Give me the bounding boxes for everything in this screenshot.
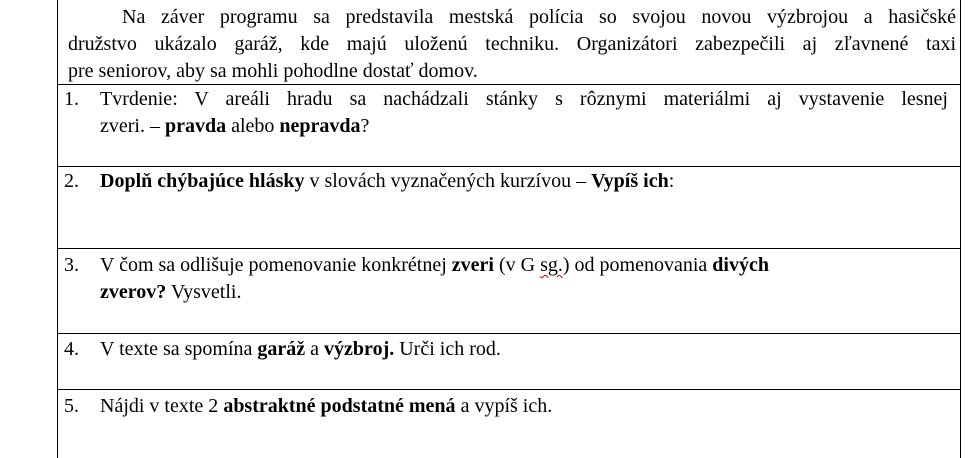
question-bold-text: Doplň chýbajúce hlásky	[100, 170, 305, 192]
question-2-line-1	[100, 168, 960, 195]
row-divider	[58, 333, 960, 334]
question-5	[58, 393, 960, 420]
intro-line-1: Na záver programu sa predstavila mestská polícia so svojou novou výzbrojou a hasičské	[122, 6, 956, 28]
question-text: a	[305, 338, 325, 360]
question-text: V čom sa odlišuje pomenovanie konkrétnej	[100, 254, 452, 276]
question-5-line-1	[100, 393, 960, 420]
question-bold-text: zverov?	[100, 281, 167, 303]
question-1-line-1: Tvrdenie: V areáli hradu sa nachádzali stánky s rôznymi materiálmi aj vystavenie lesnej	[100, 88, 948, 110]
question-bold-text: abstraktné podstatné mená	[223, 395, 456, 417]
question-text: Nájdi v texte 2	[100, 395, 224, 417]
question-bold-text: výzbroj.	[324, 338, 395, 360]
row-divider	[58, 84, 960, 85]
question-text: Vysvetli.	[166, 281, 242, 303]
question-4	[58, 336, 960, 363]
question-bold-text: zveri	[451, 254, 494, 276]
question-3	[58, 252, 960, 306]
row-divider	[58, 248, 960, 249]
intro-paragraph	[58, 0, 960, 82]
question-3-line-2	[100, 279, 960, 306]
question-text: alebo	[226, 115, 280, 137]
worksheet-table	[57, 0, 961, 458]
question-text: a vypíš ich.	[455, 395, 553, 417]
question-3-line-1	[100, 252, 960, 279]
answer-option-false: nepravda	[279, 115, 361, 137]
question-bold-text: divých	[712, 254, 769, 276]
question-bold-text: garáž	[257, 338, 306, 360]
intro-line-2: družstvo ukázalo garáž, kde majú uloženú techniku. Organizátori zabezpečili aj zľavnené taxi	[68, 33, 956, 55]
question-4-line-1	[100, 336, 960, 363]
question-text: :	[668, 170, 675, 192]
answer-option-true: pravda	[164, 115, 227, 137]
intro-line-3: pre seniorov, aby sa mohli pohodlne dostať domov.	[68, 60, 478, 82]
question-number: 3.	[64, 254, 79, 276]
row-divider	[58, 389, 960, 390]
question-number: 4.	[64, 338, 79, 360]
question-number: 1.	[64, 88, 79, 110]
question-text: ?	[360, 115, 370, 137]
spellcheck-marked-word: sg.	[540, 254, 563, 276]
question-text: ) od pomenovania	[562, 254, 713, 276]
question-text: Urči ich rod.	[394, 338, 501, 360]
question-1-line-2	[100, 113, 960, 140]
question-text: (v G	[493, 254, 541, 276]
question-number: 2.	[64, 170, 79, 192]
question-text: V texte sa spomína	[100, 338, 258, 360]
question-text: v slovách vyznačených kurzívou –	[304, 170, 592, 192]
question-number: 5.	[64, 395, 79, 417]
question-2	[58, 168, 960, 195]
question-bold-text: Vypíš ich	[591, 170, 669, 192]
question-1	[58, 86, 960, 140]
question-text: zveri. –	[100, 115, 165, 137]
row-divider	[58, 166, 960, 167]
